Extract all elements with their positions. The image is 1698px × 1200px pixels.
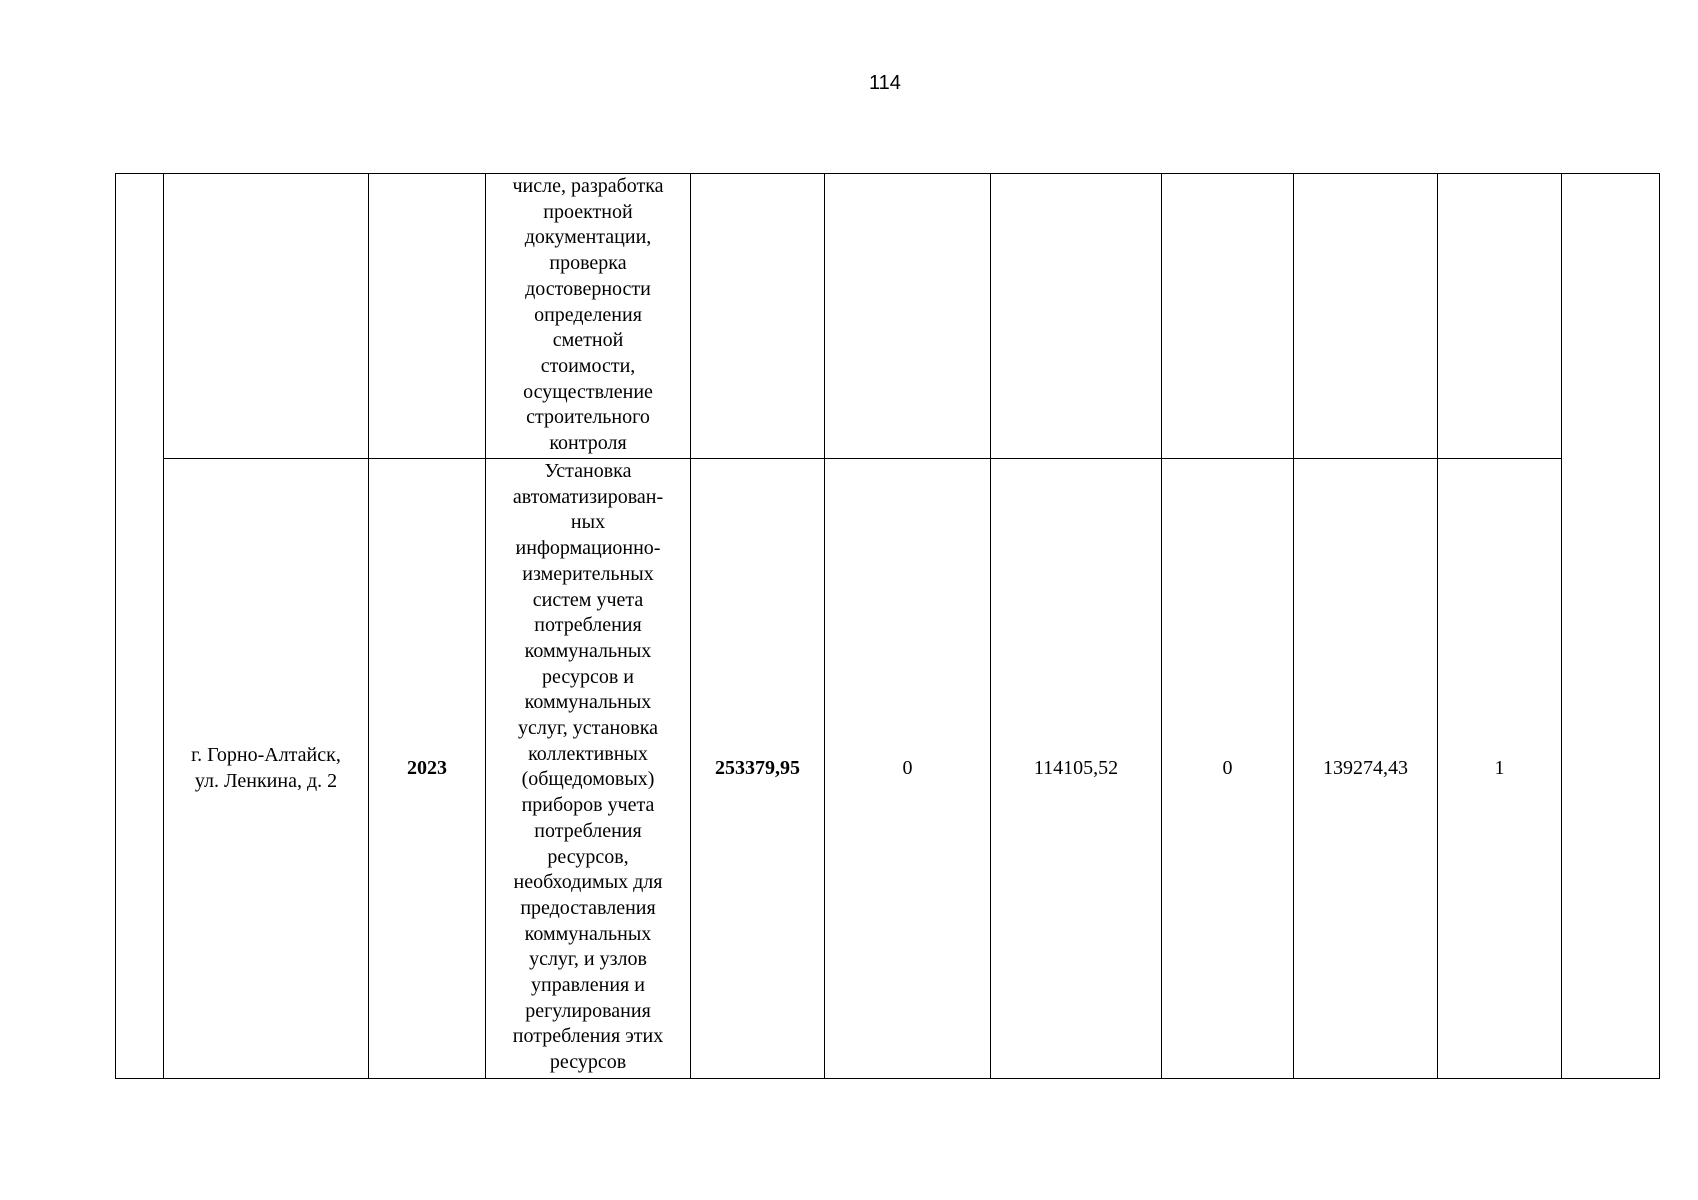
work-description: Установка автоматизирован- ных информационно- измерительных систем учета потребления коммунальных ресурсов и коммунальных услуг, установка коллективных (общедомовых) приборов учета потребления ресурсов, необходимых для предоставления коммунальных услуг, и узлов управления и регулирования потребления этих ресурсов bbox=[512, 460, 664, 1074]
col5-cell bbox=[825, 459, 991, 1079]
total-cost-cell-empty bbox=[691, 174, 825, 459]
year: 2023 bbox=[407, 756, 447, 779]
total-cost-cell bbox=[691, 459, 825, 1079]
page-number: 114 bbox=[869, 72, 901, 94]
row-number-cell bbox=[116, 174, 164, 1079]
col6-cell-empty bbox=[991, 174, 1162, 459]
col9-cell bbox=[1438, 459, 1562, 1079]
col5-value: 0 bbox=[902, 756, 913, 779]
col7-cell-empty bbox=[1162, 174, 1294, 459]
col7-value: 0 bbox=[1222, 756, 1233, 779]
col6-value: 114105,52 bbox=[1033, 756, 1119, 779]
address: г. Горно-Алтайск, ул. Ленкина, д. 2 bbox=[191, 743, 341, 792]
col8-value: 139274,43 bbox=[1323, 756, 1408, 779]
table-row bbox=[116, 459, 1660, 1079]
last-column-cell bbox=[1562, 174, 1660, 1079]
year-cell bbox=[369, 459, 486, 1079]
col8-cell-empty bbox=[1294, 174, 1438, 459]
work-description-cell bbox=[486, 459, 691, 1079]
address-cell bbox=[164, 459, 369, 1079]
table-row-continued bbox=[116, 174, 1660, 459]
col7-cell bbox=[1162, 459, 1294, 1079]
work-description-continued-cell bbox=[486, 174, 691, 459]
col5-cell-empty bbox=[825, 174, 991, 459]
col8-cell bbox=[1294, 459, 1438, 1079]
col9-cell-empty bbox=[1438, 174, 1562, 459]
year-cell-empty bbox=[369, 174, 486, 459]
work-description-continued: числе, разработка проектной документации, проверка достоверности определения сметной стоимости, осуществление строительного контроля bbox=[512, 175, 664, 455]
col9-value: 1 bbox=[1494, 756, 1505, 779]
program-table bbox=[115, 173, 1660, 1079]
total-cost: 253379,95 bbox=[715, 756, 800, 779]
address-cell-empty bbox=[164, 174, 369, 459]
col6-cell bbox=[991, 459, 1162, 1079]
